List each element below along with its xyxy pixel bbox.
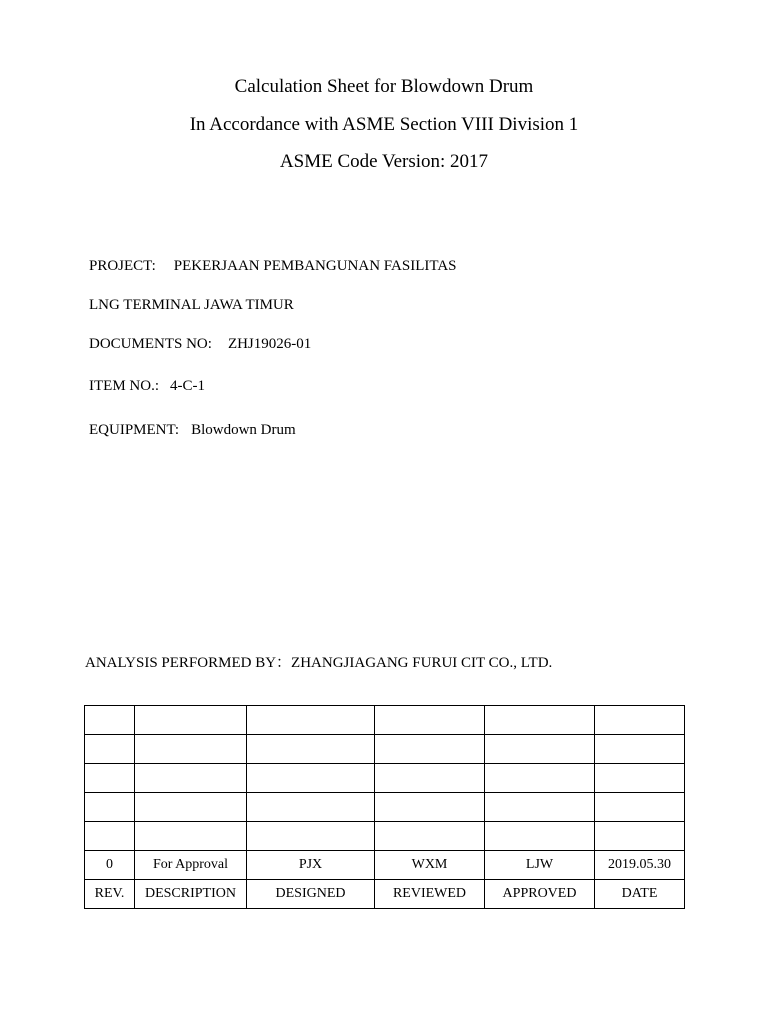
table-row-designed-cell: PJX [247, 851, 375, 880]
table-header-row-approved-cell: APPROVED [485, 880, 595, 909]
table-row-approved-cell [485, 706, 595, 735]
table-header-row-designed-cell: DESIGNED [247, 880, 375, 909]
project-value-line2: LNG TERMINAL JAWA TIMUR [89, 297, 294, 313]
table-row-rev-cell [85, 822, 135, 851]
table-header-row-rev-cell: REV. [85, 880, 135, 909]
table-row-rev-cell [85, 735, 135, 764]
table-row-date-cell [595, 706, 685, 735]
table-header-row-reviewed-cell: REVIEWED [375, 880, 485, 909]
table-row [85, 735, 685, 764]
table-row-designed-cell [247, 706, 375, 735]
documents-field [89, 335, 311, 353]
table-row [85, 822, 685, 851]
item-label: ITEM NO.: [89, 378, 159, 394]
table-row-reviewed-cell [375, 822, 485, 851]
equipment-field [89, 421, 296, 439]
item-value: 4-C-1 [170, 378, 205, 394]
table-row-approved-cell [485, 822, 595, 851]
table-row-rev-cell [85, 706, 135, 735]
item-field [89, 377, 205, 395]
project-field [89, 257, 457, 275]
table-row [85, 764, 685, 793]
table-header-row-date-cell: DATE [595, 880, 685, 909]
table-row-description-cell [135, 793, 247, 822]
table-row-rev-cell [85, 793, 135, 822]
equipment-value: Blowdown Drum [191, 422, 296, 438]
table-row-description-cell [135, 764, 247, 793]
analysis-performed-by [85, 654, 552, 672]
table-row-description-cell [135, 735, 247, 764]
document-standard: In Accordance with ASME Section VIII Division 1 [189, 114, 579, 135]
table-row-reviewed-cell [375, 735, 485, 764]
table-row-date-cell [595, 764, 685, 793]
table-row [85, 706, 685, 735]
table-row-date-cell [595, 822, 685, 851]
table-row-date-cell [595, 735, 685, 764]
table-row-approved-cell [485, 735, 595, 764]
revision-table [84, 705, 685, 909]
table-header-row [85, 880, 685, 909]
table-row-reviewed-cell [375, 764, 485, 793]
table-row-description-cell: For Approval [135, 851, 247, 880]
documents-label: DOCUMENTS NO: [89, 336, 212, 352]
table-row-designed-cell [247, 822, 375, 851]
table-row-reviewed-cell [375, 793, 485, 822]
table-row-designed-cell [247, 735, 375, 764]
table-row-rev-cell: 0 [85, 851, 135, 880]
project-value: PEKERJAAN PEMBANGUNAN FASILITAS [173, 258, 457, 274]
table-row-approved-cell [485, 764, 595, 793]
table-row [85, 851, 685, 880]
table-row-date-cell [595, 793, 685, 822]
table-row-rev-cell [85, 764, 135, 793]
code-version: ASME Code Version: 2017 [279, 151, 489, 172]
analysis-value: ZHANGJIAGANG FURUI CIT CO., LTD. [291, 655, 553, 671]
table-row [85, 793, 685, 822]
project-field-continued [89, 296, 294, 314]
analysis-label: ANALYSIS PERFORMED BY： [85, 655, 292, 671]
table-row-date-cell: 2019.05.30 [595, 851, 685, 880]
table-row-designed-cell [247, 764, 375, 793]
project-label: PROJECT: [89, 258, 156, 274]
table-header-row-description-cell: DESCRIPTION [135, 880, 247, 909]
table-row-description-cell [135, 822, 247, 851]
table-row-reviewed-cell [375, 706, 485, 735]
equipment-label: EQUIPMENT: [89, 422, 180, 438]
table-row-approved-cell [485, 793, 595, 822]
documents-value: ZHJ19026-01 [227, 336, 312, 352]
document-title: Calculation Sheet for Blowdown Drum [234, 76, 534, 97]
table-row-designed-cell [247, 793, 375, 822]
table-row-approved-cell: LJW [485, 851, 595, 880]
table-row-description-cell [135, 706, 247, 735]
table-row-reviewed-cell: WXM [375, 851, 485, 880]
